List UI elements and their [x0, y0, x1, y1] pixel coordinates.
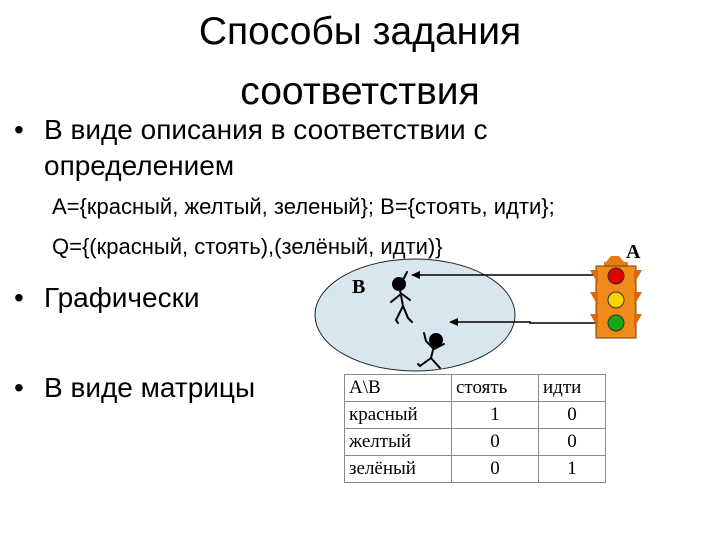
matrix-row-label: желтый: [345, 429, 452, 456]
matrix-cell: 0: [452, 429, 539, 456]
title-line-1: Способы задания: [198, 10, 522, 53]
matrix-row: [345, 456, 606, 483]
matrix-row: [345, 429, 606, 456]
bullet-marker: •: [14, 282, 24, 313]
bullet-description-line-2: определением: [44, 150, 235, 181]
bullet-graphical-label: Графически: [44, 282, 200, 313]
matrix-col-header: стоять: [452, 375, 539, 402]
bullet-matrix-label: В виде матрицы: [44, 372, 256, 403]
matrix-cell: 0: [539, 429, 606, 456]
matrix-cell: 0: [452, 456, 539, 483]
bullet-description-line-1: В виде описания в соответствии с: [44, 114, 488, 145]
bullet-marker: •: [14, 114, 24, 145]
matrix-header-row: [345, 375, 606, 402]
traffic-light-icon: [590, 256, 642, 338]
correspondence-matrix: [344, 374, 606, 483]
sets-definition: A={красный, желтый, зеленый}; B={стоять, идти};: [52, 194, 555, 219]
yellow-light: [608, 292, 624, 308]
matrix-row-label: зелёный: [345, 456, 452, 483]
set-a-label: A: [626, 241, 641, 263]
matrix-cell: 1: [452, 402, 539, 429]
red-light: [608, 268, 624, 284]
matrix-col-header: идти: [539, 375, 606, 402]
set-b-label: B: [352, 276, 366, 298]
matrix-cell: 1: [539, 456, 606, 483]
matrix-corner-cell: A\B: [345, 375, 452, 402]
matrix-row-label: красный: [345, 402, 452, 429]
matrix-row: [345, 402, 606, 429]
green-light: [608, 315, 624, 331]
matrix-cell: 0: [539, 402, 606, 429]
bullet-marker: •: [14, 372, 24, 403]
q-definition: Q={(красный, стоять),(зелёный, идти)}: [52, 234, 443, 259]
title-line-2: соответствия: [240, 70, 480, 113]
